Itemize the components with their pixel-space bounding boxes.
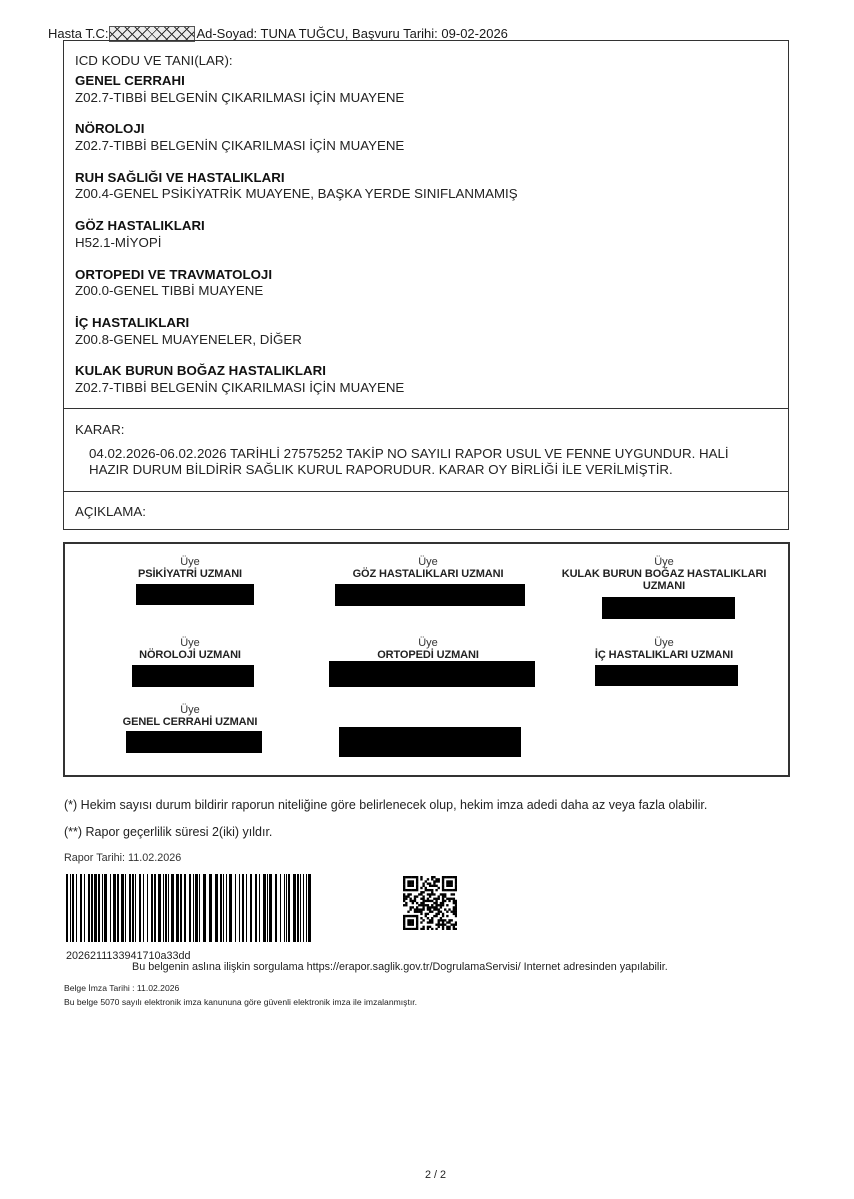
qr-code-icon (403, 876, 457, 930)
note-physician-count: (*) Hekim sayısı durum bildirir raporun niteliğine göre belirlenecek olup, hekim imza adedi daha az veya fazla olabilir. (64, 798, 708, 812)
member-label: Üye (654, 556, 674, 568)
report-date: Rapor Tarihi: 11.02.2026 (64, 852, 182, 864)
role-label: KULAK BURUN BOĞAZ HASTALIKLARI (561, 568, 767, 580)
redacted-signature (335, 584, 525, 606)
signature-surgery (115, 704, 265, 728)
diagnosis-department: GENEL CERRAHI (75, 73, 185, 88)
diagnosis-department: RUH SAĞLIĞI VE HASTALIKLARI (75, 170, 285, 185)
signature-internal (554, 637, 774, 661)
member-label: Üye (180, 556, 200, 568)
diagnosis-code: Z02.7-TIBBİ BELGENİN ÇIKARILMASI İÇİN MUAYENE (75, 138, 405, 153)
role-label: NÖROLOJİ UZMANI (139, 649, 241, 661)
member-label: Üye (418, 637, 438, 649)
section-divider (64, 491, 788, 492)
member-label: Üye (180, 637, 200, 649)
diagnosis-code: Z00.0-GENEL TIBBİ MUAYENE (75, 283, 264, 298)
diagnosis-department: GÖZ HASTALIKLARI (75, 218, 205, 233)
member-label: Üye (418, 556, 438, 568)
diagnosis-code: Z00.4-GENEL PSİKİYATRİK MUAYENE, BAŞKA YERDE SINIFLANMAMIŞ (75, 186, 518, 201)
explanation-heading: AÇIKLAMA: (75, 504, 146, 519)
redacted-signature (126, 731, 262, 753)
note-validity: (**) Rapor geçerlilik süresi 2(iki) yıldır. (64, 825, 273, 839)
decision-heading: KARAR: (75, 422, 125, 437)
barcode-icon (66, 874, 312, 942)
role-label: GÖZ HASTALIKLARI UZMANI (352, 568, 504, 580)
signature-ortho (333, 637, 523, 661)
redacted-signature (329, 661, 535, 687)
redacted-signature (602, 597, 735, 619)
role-label: GENEL CERRAHİ UZMANI (122, 716, 258, 728)
patient-name: Ad-Soyad: TUNA TUĞCU, (196, 26, 349, 42)
role-label: ORTOPEDİ UZMANI (377, 649, 479, 661)
member-label: Üye (654, 637, 674, 649)
legal-statement: Bu belge 5070 sayılı elektronik imza kanununa göre güvenli elektronik imza ile imzalanmıştır. (64, 997, 418, 1007)
decision-text-line2: HAZIR DURUM BİLDİRİR SAĞLIK KURUL RAPORUDUR. KARAR OY BİRLİĞİ İLE VERİLMİŞTİR. (89, 462, 673, 477)
application-date: Başvuru Tarihi: 09-02-2026 (352, 26, 508, 42)
member-label: Üye (180, 704, 200, 716)
diagnosis-code: Z02.7-TIBBİ BELGENİN ÇIKARILMASI İÇİN MUAYENE (75, 380, 405, 395)
role-label: PSİKİYATRİ UZMANI (137, 568, 243, 580)
barcode-number: 2026211133941710a33dd (66, 950, 191, 962)
patient-id-label: Hasta T.C: (48, 26, 109, 42)
diagnosis-code: Z02.7-TIBBİ BELGENİN ÇIKARILMASI İÇİN MUAYENE (75, 90, 405, 105)
signatures-box (63, 542, 790, 777)
role-label: UZMANI (642, 580, 686, 592)
redacted-signature (339, 727, 521, 757)
role-label: İÇ HASTALIKLARI UZMANI (594, 649, 734, 661)
verification-text: Bu belgenin aslına ilişkin sorgulama https://erapor.saglik.gov.tr/DogrulamaServisi/ Internet adresinden yapılabilir. (132, 961, 668, 973)
redacted-signature (132, 665, 254, 687)
decision-text-line1: 04.02.2026-06.02.2026 TARİHLİ 27575252 TAKİP NO SAYILI RAPOR USUL VE FENNE UYGUNDUR. HALİ (89, 446, 729, 461)
redacted-signature (595, 665, 738, 686)
section-divider (64, 408, 788, 409)
signature-neuro (125, 637, 255, 661)
signature-eye (333, 556, 523, 580)
diagnosis-code: Z00.8-GENEL MUAYENELER, DİĞER (75, 332, 302, 347)
diagnosis-department: İÇ HASTALIKLARI (75, 315, 190, 330)
diagnosis-department: ORTOPEDI VE TRAVMATOLOJI (75, 267, 273, 282)
signature-ent (554, 556, 774, 592)
signature-psychiatry (125, 556, 255, 580)
report-body-box (63, 40, 789, 530)
icd-heading: ICD KODU VE TANI(LAR): (75, 53, 233, 68)
diagnosis-department: NÖROLOJI (75, 121, 145, 136)
redacted-signature (136, 584, 254, 605)
diagnosis-code: H52.1-MİYOPİ (75, 235, 162, 250)
signature-date: Belge İmza Tarihi : 11.02.2026 (64, 983, 180, 993)
page-number: 2 / 2 (425, 1169, 447, 1181)
diagnosis-department: KULAK BURUN BOĞAZ HASTALIKLARI (75, 363, 326, 378)
